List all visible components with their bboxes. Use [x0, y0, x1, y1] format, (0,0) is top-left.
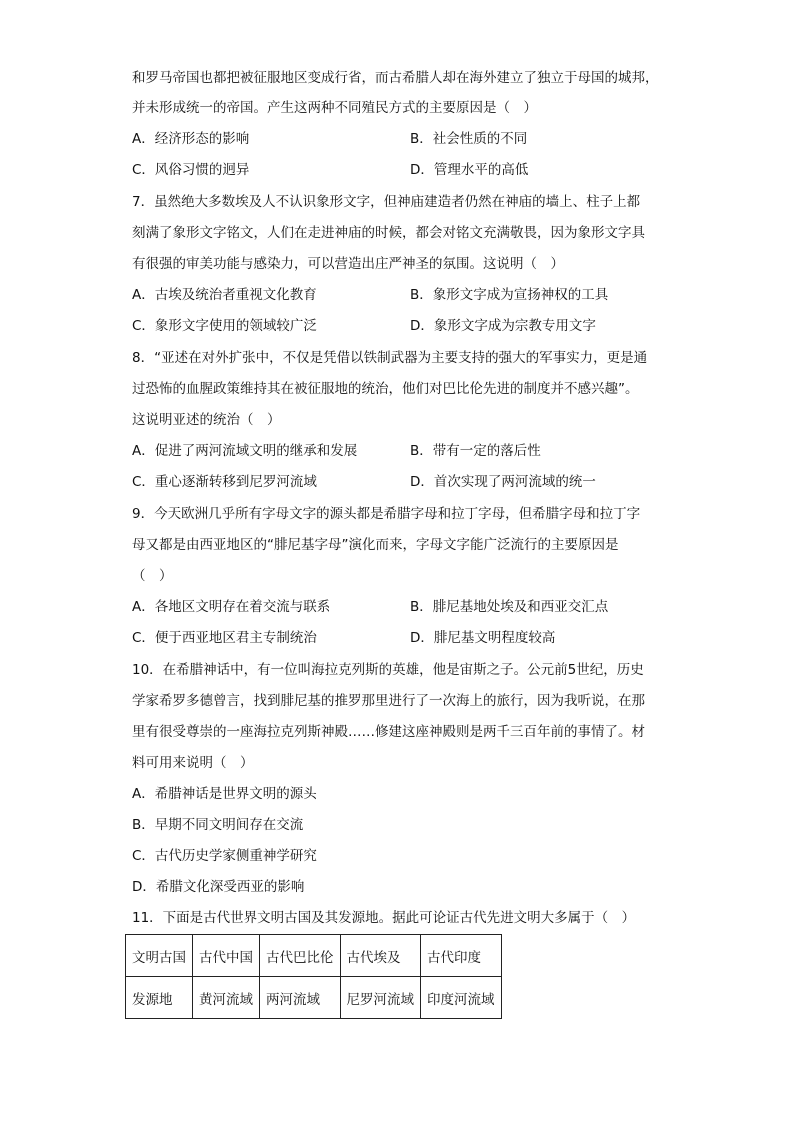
table-row	[126, 935, 502, 977]
table-cell: 发源地	[126, 977, 193, 1019]
q8-stem-line-3: 这说明亚述的统治（ ）	[132, 412, 281, 428]
q7-stem-line-3: 有很强的审美功能与感染力，可以营造出庄严神圣的氛围。这说明（ ）	[132, 256, 564, 272]
q8-option-c: C．重心逐渐转移到尼罗河流域	[132, 474, 317, 490]
table-cell: 古代中国	[193, 935, 260, 977]
q8-stem-line-1: 8．“亚述在对外扩张中，不仅是凭借以铁制武器为主要支持的强大的军事实力，更是通	[132, 350, 648, 366]
q10-stem-line-1: 10．在希腊神话中，有一位叫海拉克列斯的英雄，他是宙斯之子。公元前5世纪，历史	[132, 662, 644, 678]
table-cell: 尼罗河流域	[340, 977, 421, 1019]
q10-option-b: B．早期不同文明间存在交流	[132, 817, 304, 833]
table-cell: 古代埃及	[340, 935, 421, 977]
q10-option-d: D．希腊文化深受西亚的影响	[132, 879, 305, 895]
table-cell: 文明古国	[126, 935, 193, 977]
q9-option-b: B．腓尼基地处埃及和西亚交汇点	[410, 599, 609, 615]
table-cell: 古代印度	[421, 935, 502, 977]
q9-stem-line-1: 9．今天欧洲几乎所有字母文字的源头都是希腊字母和拉丁字母，但希腊字母和拉丁字	[132, 506, 641, 522]
q9-option-d: D．腓尼基文明程度较高	[410, 630, 556, 646]
q7-option-a: A．古埃及统治者重视文化教育	[132, 287, 317, 303]
q8-stem-line-2: 过恐怖的血腥政策维持其在被征服地的统治，他们对巴比伦先进的制度并不感兴趣”。	[132, 381, 639, 397]
civilization-table	[125, 934, 502, 1019]
table-row	[126, 977, 502, 1019]
q9-stem-line-2: 母又都是由西亚地区的“腓尼基字母”演化而来，字母文字能广泛流行的主要原因是	[132, 537, 619, 553]
q7-option-b: B．象形文字成为宣扬神权的工具	[410, 287, 609, 303]
q7-option-d: D．象形文字成为宗教专用文字	[410, 318, 596, 334]
q6-option-c: C．风俗习惯的迥异	[132, 162, 250, 178]
q6-option-b: B．社会性质的不同	[410, 131, 528, 147]
q9-option-a: A．各地区文明存在着交流与联系	[132, 599, 331, 615]
q10-option-a: A．希腊神话是世界文明的源头	[132, 786, 317, 802]
q8-option-d: D．首次实现了两河流域的统一	[410, 474, 596, 490]
table-cell: 黄河流域	[193, 977, 260, 1019]
q10-stem-line-2: 学家希罗多德曾言，找到腓尼基的推罗那里进行了一次海上的旅行，因为我听说，在那	[132, 693, 645, 709]
q8-option-b: B．带有一定的落后性	[410, 443, 541, 459]
q6-stem-line-1: 和罗马帝国也都把被征服地区变成行省，而古希腊人却在海外建立了独立于母国的城邦，	[132, 70, 659, 86]
q8-option-a: A．促进了两河流域文明的继承和发展	[132, 443, 358, 459]
q6-option-d: D．管理水平的高低	[410, 162, 529, 178]
q7-stem-line-2: 刻满了象形文字铭文，人们在走进神庙的时候，都会对铭文充满敬畏，因为象形文字具	[132, 225, 645, 241]
table-cell: 印度河流域	[421, 977, 502, 1019]
q10-stem-line-3: 里有很受尊崇的一座海拉克列斯神殿……修建这座神殿则是两千三百年前的事情了。材	[132, 724, 645, 740]
table-cell: 古代巴比伦	[260, 935, 341, 977]
table-cell: 两河流域	[260, 977, 341, 1019]
q10-stem-line-4: 料可用来说明（ ）	[132, 755, 254, 771]
q7-stem-line-1: 7．虽然绝大多数埃及人不认识象形文字，但神庙建造者仍然在神庙的墙上、柱子上都	[132, 194, 641, 210]
q7-option-c: C．象形文字使用的领域较广泛	[132, 318, 317, 334]
q6-stem-line-2: 并未形成统一的帝国。产生这两种不同殖民方式的主要原因是（ ）	[132, 100, 537, 116]
q9-stem-line-3: （ ）	[132, 568, 173, 584]
q9-option-c: C．便于西亚地区君主专制统治	[132, 630, 317, 646]
q11-stem-line-1: 11．下面是古代世界文明古国及其发源地。据此可论证古代先进文明大多属于（ ）	[132, 910, 636, 926]
q6-option-a: A．经济形态的影响	[132, 131, 250, 147]
q10-option-c: C．古代历史学家侧重神学研究	[132, 848, 317, 864]
